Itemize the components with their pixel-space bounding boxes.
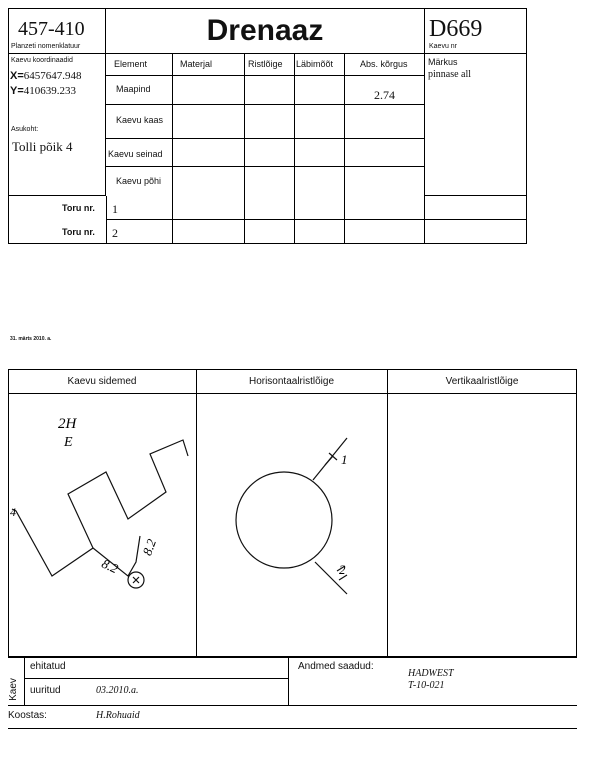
sketch-label-82b: 8.2 — [139, 536, 160, 558]
remarks-value: pinnase all — [428, 69, 472, 80]
location-value: Tolli põik 4 — [12, 139, 73, 154]
pipe-label-2: Toru nr. — [62, 227, 95, 237]
data-received-value-1: HADWEST — [408, 668, 454, 679]
author-value: H.Rohuaid — [96, 710, 140, 721]
row-abs-maapind: 2.74 — [374, 88, 395, 102]
coord-x — [10, 70, 82, 82]
col-diameter: Läbimõõt — [296, 59, 334, 69]
row-element-kaas: Kaevu kaas — [116, 115, 164, 125]
sketch-note-e: E — [64, 435, 73, 450]
footer-vline-data — [288, 657, 289, 705]
vline-4 — [344, 54, 345, 196]
col-section: Ristlõige — [248, 59, 283, 69]
pipes-section — [8, 196, 527, 244]
col-material: Materjal — [180, 59, 213, 69]
nomenclature-label: Planzeti nomenklatuur — [11, 43, 81, 50]
footer-mid-line — [24, 678, 288, 679]
pipe-label-1: Toru nr. — [62, 203, 95, 213]
pipe-vline-2 — [244, 196, 245, 244]
pipe-value-2: 2 — [112, 226, 118, 240]
row-element-maapind: Maapind — [116, 84, 151, 94]
horizontal-section-sketch — [197, 394, 387, 656]
element-table — [106, 54, 424, 196]
well-no-value: D669 — [429, 16, 483, 42]
sketch-vline-2 — [387, 369, 388, 657]
kaev-label: Kaev — [7, 678, 19, 701]
nomenclature-value: 457-410 — [18, 18, 85, 40]
coords-panel — [8, 54, 106, 196]
sketch-label-4: 4 — [10, 505, 16, 519]
surveyed-label: uuritud — [30, 685, 61, 696]
table-header-row — [106, 54, 424, 76]
vline-2 — [244, 54, 245, 196]
coord-y-value: 410639.233 — [23, 85, 77, 97]
data-received-value-2: T-10-021 — [408, 680, 445, 691]
nomenclature-box — [8, 8, 106, 54]
sketch-note-2h: 2H — [58, 416, 77, 432]
footer-top-line — [8, 657, 577, 658]
vline-3 — [294, 54, 295, 196]
footer-vline-kaev — [24, 657, 25, 705]
title-cell — [106, 8, 424, 54]
built-label: ehitatud — [30, 661, 66, 672]
col-abs-height: Abs. kõrgus — [360, 59, 408, 69]
pipe-vline-5 — [424, 196, 425, 244]
row-element-seinad: Kaevu seinad — [108, 149, 163, 159]
row-element-pohi: Kaevu põhi — [116, 176, 162, 186]
sketch-col-2: Horisontaalristlõige — [248, 376, 335, 387]
hline-3 — [106, 166, 424, 167]
footer-bottom-line — [8, 705, 577, 706]
coord-x-value: 6457647.948 — [23, 70, 82, 82]
location-label: Asukoht: — [11, 126, 39, 133]
vline-1 — [172, 54, 173, 196]
pipe-vline-3 — [294, 196, 295, 244]
coord-y — [10, 85, 76, 97]
page-title: Drenaaz — [206, 14, 324, 47]
sketch-label-1: 1 — [341, 452, 348, 467]
pipe-value-1: 1 — [112, 202, 118, 216]
well-no-label: Kaevu nr — [429, 43, 458, 50]
author-label: Koostas: — [8, 710, 47, 721]
pipe-vline-0 — [106, 196, 107, 244]
coords-label: Kaevu koordinaadid — [11, 57, 73, 64]
hline-2 — [106, 138, 424, 139]
remarks-label: Märkus — [428, 57, 458, 67]
pipe-vline-1 — [172, 196, 173, 244]
remarks-cell — [424, 54, 527, 196]
connections-sketch — [8, 394, 196, 656]
surveyed-value: 03.2010.a. — [96, 685, 139, 696]
sketch-col-3: Vertikaalristlõige — [445, 376, 519, 387]
sketch-label-82a: 8.2 — [99, 555, 121, 577]
well-no-cell — [424, 8, 527, 54]
date-text: 31. märts 2010. a. — [10, 336, 52, 342]
coord-y-prefix: Y= — [10, 85, 24, 97]
sketch-label-2: 2 — [339, 562, 346, 577]
data-received-label: Andmed saadud: — [298, 661, 374, 672]
col-element: Element — [114, 59, 148, 69]
pipe-vline-4 — [344, 196, 345, 244]
sketch-col-1: Kaevu sidemed — [67, 376, 137, 387]
coord-x-prefix: X= — [10, 70, 24, 82]
footer-last-line — [8, 728, 577, 729]
pipe-row-divider — [106, 219, 527, 220]
hline-1 — [106, 104, 424, 105]
